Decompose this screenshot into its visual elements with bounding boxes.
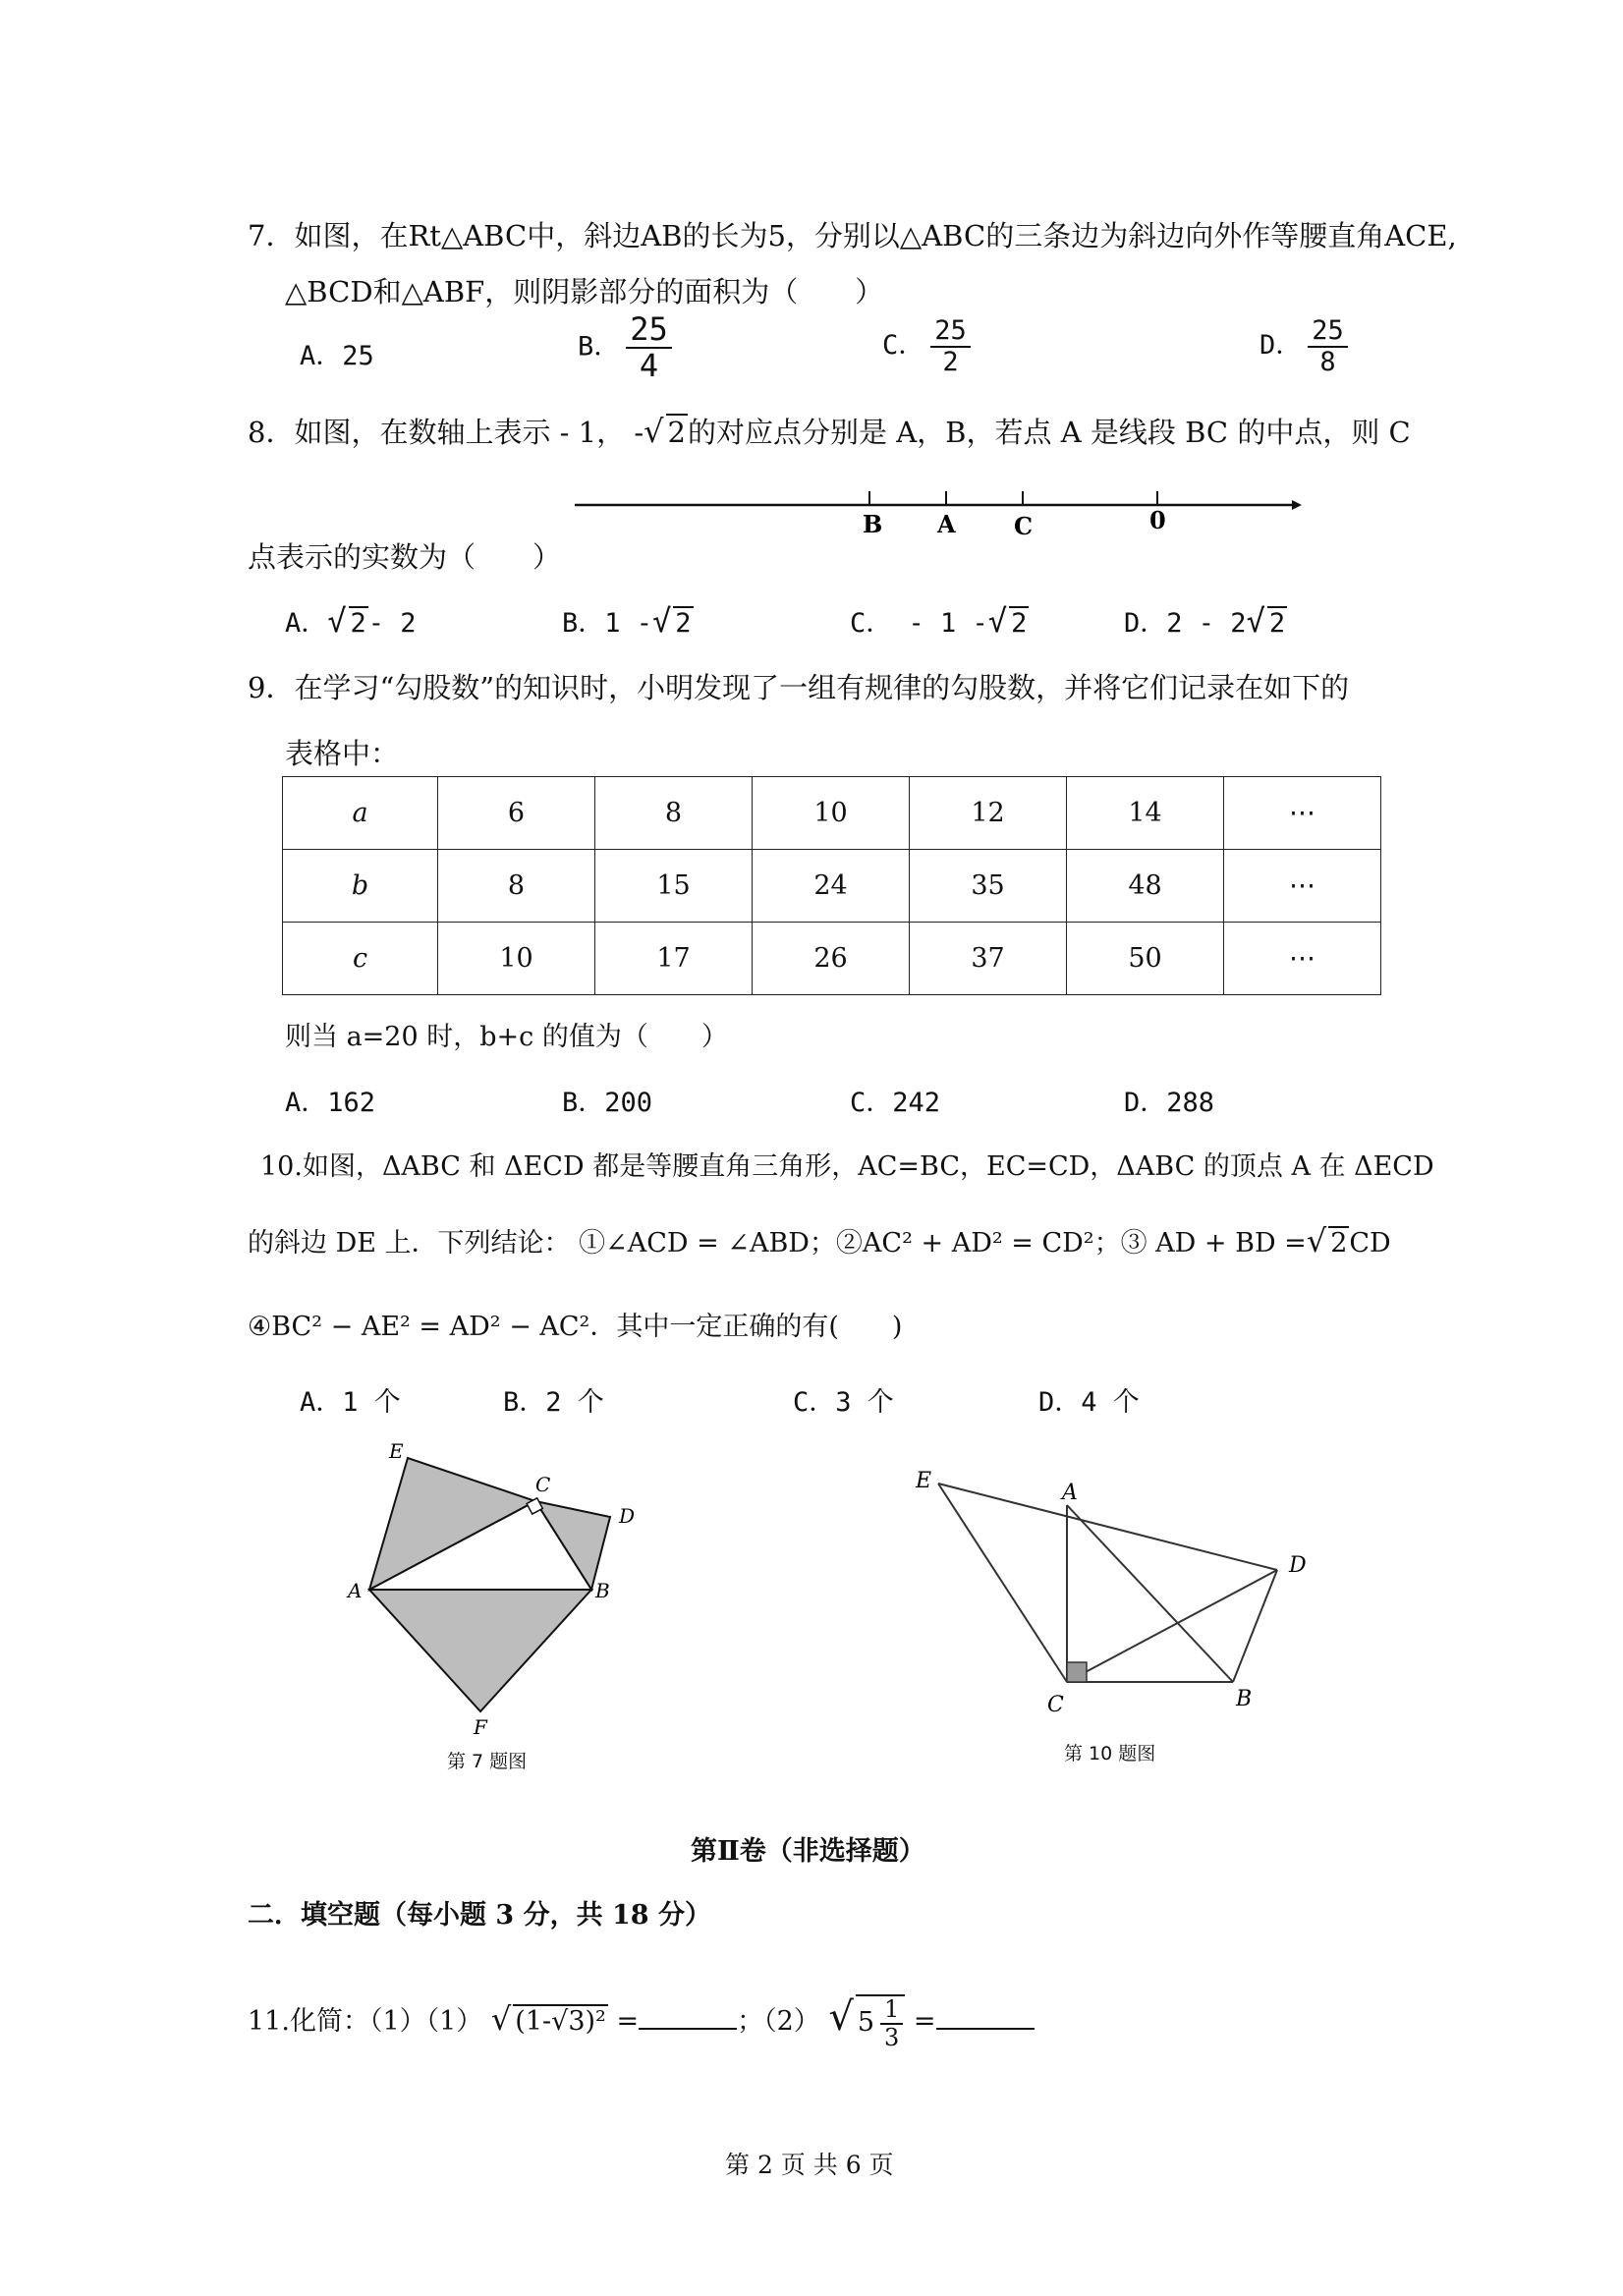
table-cell: 8: [438, 850, 595, 923]
table-cell: 50: [1067, 923, 1224, 995]
table-cell: 48: [1067, 850, 1224, 923]
q8-choice-b: B．1 -√ 2: [562, 602, 692, 640]
figure-10: [904, 1454, 1316, 1719]
fig7-label-c: C: [535, 1473, 551, 1496]
q10-choice-b: B．2 个: [503, 1387, 604, 1418]
table-cell: 26: [753, 923, 910, 995]
fig10-label-b: B: [1236, 1687, 1253, 1711]
q10-choice-d: D．4 个: [1038, 1387, 1140, 1418]
table-row: [283, 850, 1381, 923]
fig7-label-f: F: [474, 1715, 487, 1739]
q7-choice-b: B． $\frac{25}{4}$: [578, 312, 672, 383]
q9-line1: 9．在学习“勾股数”的知识时，小明发现了一组有规律的勾股数，并将它们记录在如下的: [248, 671, 1350, 704]
q10-line3: ④BC² − AE² = AD² − AC²．其中一定正确的有( ): [248, 1312, 903, 1342]
table-cell: 10: [753, 777, 910, 850]
q7-choice-a: A．25: [300, 341, 374, 371]
q10-choice-a: A．1 个: [300, 1387, 401, 1418]
q10-line1: 10.如图，ΔABC 和 ΔECD 都是等腰直角三角形，AC=BC，EC=CD，ΔABC 的顶点 A 在 ΔECD: [260, 1151, 1434, 1182]
q8-line1: 8．如图，在数轴上表示 - 1， -√ 2的对应点分别是 A，B，若点 A 是线段 BC 的中点，则 C: [248, 413, 1411, 450]
table-cell: 10: [438, 923, 595, 995]
q7-choice-d: D． $\frac{25}{8}$: [1259, 316, 1348, 376]
axis-label-c: C: [1014, 512, 1034, 540]
q8-choice-a: A．√ 2- 2: [285, 602, 417, 640]
q7-line2: △BCD和△ABF，则阴影部分的面积为（ ）: [285, 275, 884, 308]
q7-choice-c: C． $\frac{25}{2}$: [882, 316, 971, 376]
table-cell: 17: [595, 923, 753, 995]
axis-label-a: A: [937, 510, 956, 538]
q8-choice-d: D．2 - 2√ 2: [1124, 602, 1286, 640]
table-cell: 6: [438, 777, 595, 850]
table-row: [283, 777, 1381, 850]
table-cell: 8: [595, 777, 753, 850]
section-heading: 二．填空题（每小题 3 分，共 18 分）: [248, 1900, 711, 1931]
q10-choice-c: C．3 个: [793, 1387, 894, 1418]
q8-line2: 点表示的实数为（ ）: [248, 540, 562, 574]
q7-line1: 7．如图，在Rt△ABC中，斜边AB的长为5，分别以△ABC的三条边为斜边向外作等腰直角ACE,: [248, 219, 1457, 252]
table-row: [283, 923, 1381, 995]
table-cell: b: [283, 850, 438, 923]
figure-7: [334, 1434, 668, 1749]
table-cell: 37: [910, 923, 1067, 995]
table-cell: 14: [1067, 777, 1224, 850]
fig10-label-c: C: [1047, 1693, 1064, 1717]
fig10-label-e: E: [916, 1469, 932, 1493]
pythagorean-table: [282, 776, 1381, 995]
q9-choice-c: C．242: [850, 1088, 941, 1118]
page-footer: 第 2 页 共 6 页: [725, 2151, 894, 2179]
table-cell: c: [283, 923, 438, 995]
table-cell: a: [283, 777, 438, 850]
q11-line: 11.化简：（1）（1） √ (1-√3)² = ；（2） √ 5 $\frac{1}{3}$ =: [248, 1994, 1035, 2050]
table-cell: 12: [910, 777, 1067, 850]
table-cell: 15: [595, 850, 753, 923]
q9-line2: 表格中：: [285, 737, 400, 770]
q9-choice-d: D．288: [1124, 1088, 1215, 1118]
fig10-label-d: D: [1289, 1553, 1307, 1578]
table-cell: ⋯: [1224, 850, 1381, 923]
table-cell: 24: [753, 850, 910, 923]
table-cell: ⋯: [1224, 923, 1381, 995]
fig10-label-a: A: [1062, 1481, 1078, 1505]
q9-question: 则当 a=20 时，b+c 的值为（ ）: [285, 1022, 728, 1052]
q11-answer-blank-1[interactable]: [639, 2004, 737, 2030]
fig10-caption: 第 10 题图: [1064, 1743, 1156, 1764]
axis-label-b: B: [863, 510, 883, 538]
section-title: 第Ⅱ卷（非选择题）: [691, 1836, 925, 1867]
number-line: [570, 481, 1307, 540]
fig7-label-d: D: [619, 1504, 636, 1528]
q9-choice-b: B．200: [562, 1088, 653, 1118]
q9-choice-a: A．162: [285, 1088, 376, 1118]
fig7-label-b: B: [595, 1579, 610, 1602]
fig7-label-e: E: [389, 1439, 404, 1463]
table-cell: ⋯: [1224, 777, 1381, 850]
fig7-caption: 第 7 题图: [447, 1751, 528, 1772]
fig7-label-a: A: [348, 1579, 363, 1602]
table-cell: 35: [910, 850, 1067, 923]
q10-line2: 的斜边 DE 上．下列结论： ①∠ACD = ∠ABD；②AC² + AD² = CD²；③ AD + BD =√ 2CD: [248, 1222, 1391, 1260]
axis-label-0: 0: [1149, 506, 1166, 534]
q8-choice-c: C． - 1 -√ 2: [850, 602, 1028, 640]
q11-answer-blank-2[interactable]: [936, 2004, 1035, 2030]
